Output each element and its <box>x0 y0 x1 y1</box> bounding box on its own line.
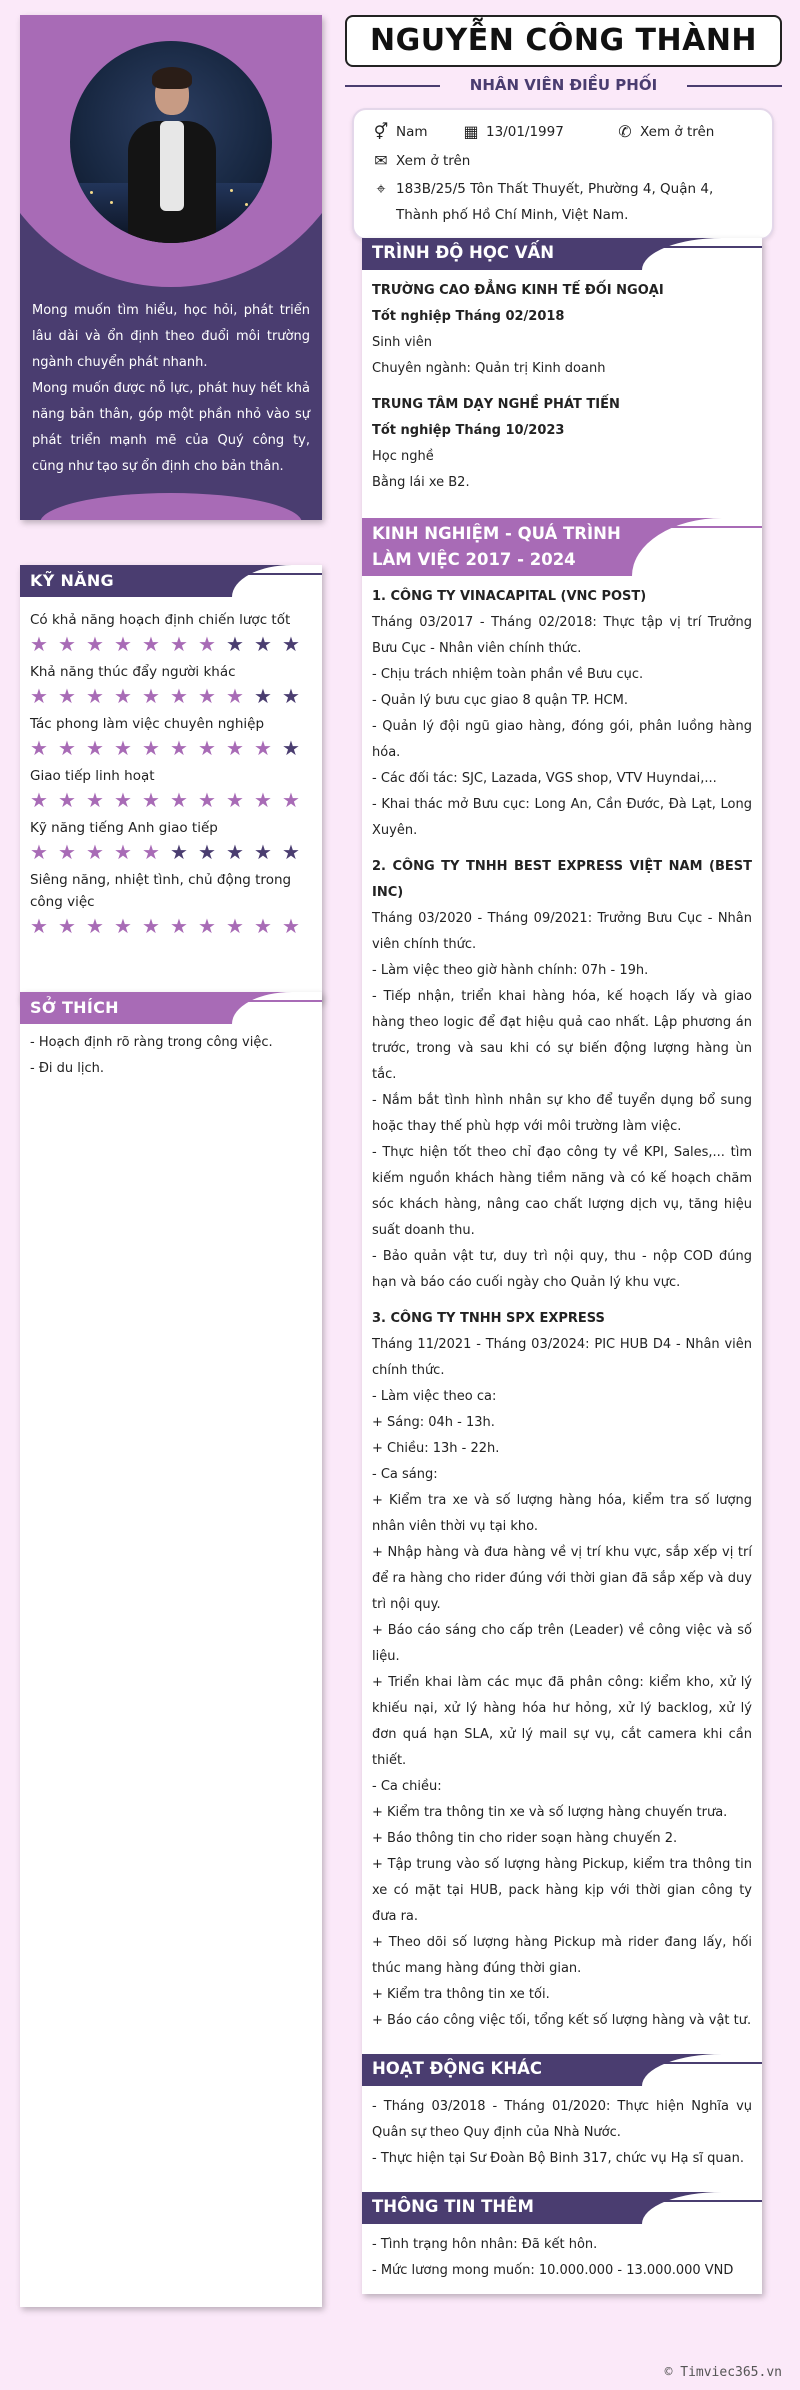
school-name: TRUNG TÂM DẠY NGHỀ PHÁT TIẾN <box>372 397 620 412</box>
experience-line: - Nắm bắt tình hình nhân sự kho để tuyển dụng bổ sung hoặc thay thế phù hợp với môi trường làm việc. <box>372 1093 752 1134</box>
star-icon: ★ <box>198 914 216 938</box>
star-icon: ★ <box>282 840 300 864</box>
experience-line: - Ca sáng: <box>372 1467 438 1482</box>
star-icon: ★ <box>198 684 216 708</box>
skill-item <box>20 817 322 863</box>
star-icon: ★ <box>114 632 132 656</box>
education-title: TRÌNH ĐỘ HỌC VẤN <box>372 243 555 262</box>
experience-line: + Nhập hàng và đưa hàng về vị trí khu vực, sắp xếp vị trí để ra hàng cho rider đúng với thời gian đã sắp xếp và duy trì nội quy. <box>372 1545 752 1612</box>
extra-info-title: THÔNG TIN THÊM <box>372 2197 534 2216</box>
skill-item <box>20 765 322 811</box>
phone-icon: ✆ <box>618 122 632 141</box>
star-icon: ★ <box>58 914 76 938</box>
avatar <box>70 41 272 243</box>
education-header <box>362 238 762 270</box>
star-icon: ★ <box>254 736 272 760</box>
address-item <box>372 180 713 228</box>
experience-line: - Các đối tác: SJC, Lazada, VGS shop, VTV Huyndai,... <box>372 771 717 786</box>
star-icon: ★ <box>30 632 48 656</box>
skill-rating <box>30 737 312 759</box>
edu-line: Chuyên ngành: Quản trị Kinh doanh <box>372 361 606 376</box>
address-line: 183B/25/5 Tôn Thất Thuyết, Phường 4, Quận 4, <box>396 181 714 197</box>
phone-value: Xem ở trên <box>640 124 715 140</box>
star-icon: ★ <box>86 840 104 864</box>
education-content <box>362 270 762 506</box>
star-icon: ★ <box>30 788 48 812</box>
star-icon: ★ <box>226 736 244 760</box>
graduation: Tốt nghiệp Tháng 02/2018 <box>372 309 565 324</box>
star-icon: ★ <box>226 788 244 812</box>
star-icon: ★ <box>170 840 188 864</box>
experience-line: Tháng 11/2021 - Tháng 03/2024: PIC HUB D4 - Nhân viên chính thức. <box>372 1337 752 1378</box>
experience-line: - Quản lý đội ngũ giao hàng, đóng gói, phân luồng hàng hóa. <box>372 719 752 760</box>
edu-line: Sinh viên <box>372 335 433 350</box>
phone-item <box>616 122 714 142</box>
hobbies-section <box>20 992 322 2307</box>
skill-item <box>20 869 322 937</box>
experience-line: - Tiếp nhận, triển khai hàng hóa, kế hoạch lấy và giao hàng theo logic để đạt hiệu quả cao nhất. Lập phương án trước, trong và sau khi có sự biến động lượng hàng ùn tắc. <box>372 989 752 1082</box>
star-icon: ★ <box>254 914 272 938</box>
star-icon: ★ <box>114 736 132 760</box>
hobby-item: - Đi du lịch. <box>30 1061 105 1076</box>
bio-paragraph: Mong muốn tìm hiểu, học hỏi, phát triển lâu dài và ổn định theo đuổi môi trường ngành chuyển phát nhanh. <box>32 303 310 370</box>
star-icon: ★ <box>226 914 244 938</box>
star-icon: ★ <box>142 914 160 938</box>
main-content <box>362 238 762 2294</box>
star-icon: ★ <box>170 788 188 812</box>
skill-rating <box>30 915 312 937</box>
skill-name: Tác phong làm việc chuyên nghiệp <box>30 716 265 732</box>
skills-section <box>20 565 322 1002</box>
skill-name: Có khả năng hoạch định chiến lược tốt <box>30 612 291 628</box>
company-name: 1. CÔNG TY VINACAPITAL (VNC POST) <box>372 589 647 604</box>
company-name: 2. CÔNG TY TNHH BEST EXPRESS VIỆT NAM (BEST INC) <box>372 859 752 900</box>
skill-name: Siêng năng, nhiệt tình, chủ động trong công việc <box>30 872 292 910</box>
hobbies-title: SỞ THÍCH <box>30 998 119 1017</box>
school-name: TRƯỜNG CAO ĐẲNG KINH TẾ ĐỐI NGOẠI <box>372 283 664 298</box>
dob-item <box>462 122 564 142</box>
experience-line: + Kiểm tra thông tin xe và số lượng hàng chuyến trưa. <box>372 1805 728 1820</box>
hobbies-header <box>20 992 322 1024</box>
star-icon: ★ <box>198 736 216 760</box>
star-icon: ★ <box>86 736 104 760</box>
location-pin-icon: ⌖ <box>376 179 386 198</box>
skill-item <box>20 661 322 707</box>
star-icon: ★ <box>198 840 216 864</box>
star-icon: ★ <box>86 788 104 812</box>
experience-line: - Làm việc theo giờ hành chính: 07h - 19h. <box>372 963 649 978</box>
extra-info-content <box>362 2224 762 2294</box>
star-icon: ★ <box>170 632 188 656</box>
extra-line: - Tình trạng hôn nhân: Đã kết hôn. <box>372 2237 598 2252</box>
star-icon: ★ <box>170 736 188 760</box>
activities-content <box>362 2086 762 2182</box>
left-column <box>20 15 322 1076</box>
activity-line: - Tháng 03/2018 - Tháng 01/2020: Thực hiện Nghĩa vụ Quân sự theo Quy định của Nhà Nước. <box>372 2099 752 2140</box>
star-icon: ★ <box>282 788 300 812</box>
star-icon: ★ <box>58 840 76 864</box>
bio-paragraph: Mong muốn được nỗ lực, phát huy hết khả năng bản thân, góp một phần nhỏ vào sự phát triển mạnh mẽ của Quý công ty, cũng như tạo sự ổn định cho bản thân. <box>32 381 310 474</box>
experience-header <box>362 518 762 576</box>
activity-line: - Thực hiện tại Sư Đoàn Bộ Binh 317, chức vụ Hạ sĩ quan. <box>372 2151 744 2166</box>
experience-line: Tháng 03/2017 - Tháng 02/2018: Thực tập vị trí Trưởng Bưu Cục - Nhân viên chính thức. <box>372 615 752 656</box>
skill-name: Khả năng thúc đẩy người khác <box>30 664 236 680</box>
profile-hero <box>20 15 322 520</box>
star-icon: ★ <box>282 914 300 938</box>
experience-line: + Báo cáo sáng cho cấp trên (Leader) về công việc và số liệu. <box>372 1623 752 1664</box>
email-value: Xem ở trên <box>396 153 471 169</box>
star-icon: ★ <box>114 840 132 864</box>
star-icon: ★ <box>86 684 104 708</box>
skill-rating <box>30 841 312 863</box>
star-icon: ★ <box>114 914 132 938</box>
career-objective <box>32 298 310 480</box>
edu-line: Học nghề <box>372 449 434 464</box>
star-icon: ★ <box>30 840 48 864</box>
star-icon: ★ <box>142 840 160 864</box>
star-icon: ★ <box>198 788 216 812</box>
experience-content <box>362 576 762 2044</box>
star-icon: ★ <box>58 632 76 656</box>
star-icon: ★ <box>254 684 272 708</box>
job-title <box>345 70 782 100</box>
experience-line: + Báo cáo công việc tối, tổng kết số lượng hàng và vật tư. <box>372 2013 752 2028</box>
star-icon: ★ <box>58 684 76 708</box>
experience-line: - Khai thác mở Bưu cục: Long An, Cần Đước, Đà Lạt, Long Xuyên. <box>372 797 752 838</box>
star-icon: ★ <box>142 788 160 812</box>
dob-value: 13/01/1997 <box>486 124 564 140</box>
address-line: Thành phố Hồ Chí Minh, Việt Nam. <box>396 207 629 223</box>
experience-line: + Sáng: 04h - 13h. <box>372 1415 495 1430</box>
experience-line: - Làm việc theo ca: <box>372 1389 497 1404</box>
job-title-text: NHÂN VIÊN ĐIỀU PHỐI <box>469 76 658 94</box>
contact-card <box>352 108 774 240</box>
experience-line: + Báo thông tin cho rider soạn hàng chuyến 2. <box>372 1831 678 1846</box>
company-name: 3. CÔNG TY TNHH SPX EXPRESS <box>372 1311 605 1326</box>
star-icon: ★ <box>170 914 188 938</box>
star-icon: ★ <box>114 788 132 812</box>
skill-rating <box>30 789 312 811</box>
calendar-icon: ▦ <box>463 122 479 141</box>
skill-rating <box>30 685 312 707</box>
star-icon: ★ <box>282 632 300 656</box>
experience-title: KINH NGHIỆM - QUÁ TRÌNH LÀM VIỆC 2017 - 2024 <box>372 524 621 569</box>
star-icon: ★ <box>142 632 160 656</box>
footer-watermark: © Timviec365.vn <box>664 2365 782 2380</box>
hobby-item: - Hoạch định rõ ràng trong công việc. <box>30 1035 273 1050</box>
experience-line: + Tập trung vào số lượng hàng Pickup, kiểm tra thông tin xe có mặt tại HUB, pack hàng kịp với thời gian công ty đưa ra. <box>372 1857 752 1924</box>
star-icon: ★ <box>30 684 48 708</box>
star-icon: ★ <box>198 632 216 656</box>
experience-line: - Chịu trách nhiệm toàn phần về Bưu cục. <box>372 667 644 682</box>
skill-rating <box>30 633 312 655</box>
star-icon: ★ <box>114 684 132 708</box>
experience-line: - Bảo quản vật tư, duy trì nội quy, thu - nộp COD đúng hạn và báo cáo cuối ngày cho Quản lý khu vực. <box>372 1249 752 1290</box>
experience-line: + Chiều: 13h - 22h. <box>372 1441 500 1456</box>
activities-title: HOẠT ĐỘNG KHÁC <box>372 2059 543 2078</box>
email-icon: ✉ <box>374 151 388 170</box>
experience-line: - Ca chiều: <box>372 1779 442 1794</box>
star-icon: ★ <box>86 914 104 938</box>
star-icon: ★ <box>142 736 160 760</box>
experience-line: + Theo dõi số lượng hàng Pickup mà rider đang lấy, hối thúc mang hàng đúng thời gian. <box>372 1935 752 1976</box>
skill-item <box>20 609 322 655</box>
gender-item <box>372 122 428 142</box>
extra-info-header <box>362 2192 762 2224</box>
activities-header <box>362 2054 762 2086</box>
star-icon: ★ <box>254 632 272 656</box>
extra-line: - Mức lương mong muốn: 10.000.000 - 13.000.000 VND <box>372 2263 734 2278</box>
skills-title: KỸ NĂNG <box>30 571 114 590</box>
star-icon: ★ <box>30 736 48 760</box>
candidate-name: NGUYỄN CÔNG THÀNH <box>345 15 782 67</box>
experience-line: + Triển khai làm các mục đã phân công: kiểm kho, xử lý khiếu nại, xử lý hàng hóa hư hỏng, xử lý backlog, xử lý đơn quá hạn SLA, xử lý mail sự vụ, cắt camera khi cần thiết. <box>372 1675 752 1768</box>
experience-line: - Thực hiện tốt theo chỉ đạo công ty về KPI, Sales,... tìm kiếm nguồn khách hàng tiềm năng và có kế hoạch chăm sóc khách hàng, nâng cao chất lượng dịch vụ, tăng hiệu suất doanh thu. <box>372 1145 752 1238</box>
skill-name: Kỹ năng tiếng Anh giao tiếp <box>30 820 218 836</box>
star-icon: ★ <box>170 684 188 708</box>
star-icon: ★ <box>254 788 272 812</box>
star-icon: ★ <box>30 914 48 938</box>
hero-decor <box>40 493 302 520</box>
star-icon: ★ <box>226 632 244 656</box>
hobbies-list <box>20 1024 322 1088</box>
skill-item <box>20 713 322 759</box>
experience-line: - Quản lý bưu cục giao 8 quận TP. HCM. <box>372 693 628 708</box>
experience-line: Tháng 03/2020 - Tháng 09/2021: Trưởng Bưu Cục - Nhân viên chính thức. <box>372 911 752 952</box>
star-icon: ★ <box>226 684 244 708</box>
star-icon: ★ <box>58 788 76 812</box>
star-icon: ★ <box>58 736 76 760</box>
star-icon: ★ <box>142 684 160 708</box>
edu-line: Bằng lái xe B2. <box>372 475 470 490</box>
gender-value: Nam <box>396 124 428 140</box>
star-icon: ★ <box>226 840 244 864</box>
star-icon: ★ <box>254 840 272 864</box>
star-icon: ★ <box>282 684 300 708</box>
email-item <box>372 151 470 171</box>
graduation: Tốt nghiệp Tháng 10/2023 <box>372 423 565 438</box>
gender-icon: ⚥ <box>373 122 389 141</box>
experience-line: + Kiểm tra thông tin xe tối. <box>372 1987 550 2002</box>
experience-line: + Kiểm tra xe và số lượng hàng hóa, kiểm tra số lượng nhân viên thời vụ tại kho. <box>372 1493 752 1534</box>
star-icon: ★ <box>282 736 300 760</box>
star-icon: ★ <box>86 632 104 656</box>
skills-header <box>20 565 322 597</box>
skill-name: Giao tiếp linh hoạt <box>30 768 155 784</box>
